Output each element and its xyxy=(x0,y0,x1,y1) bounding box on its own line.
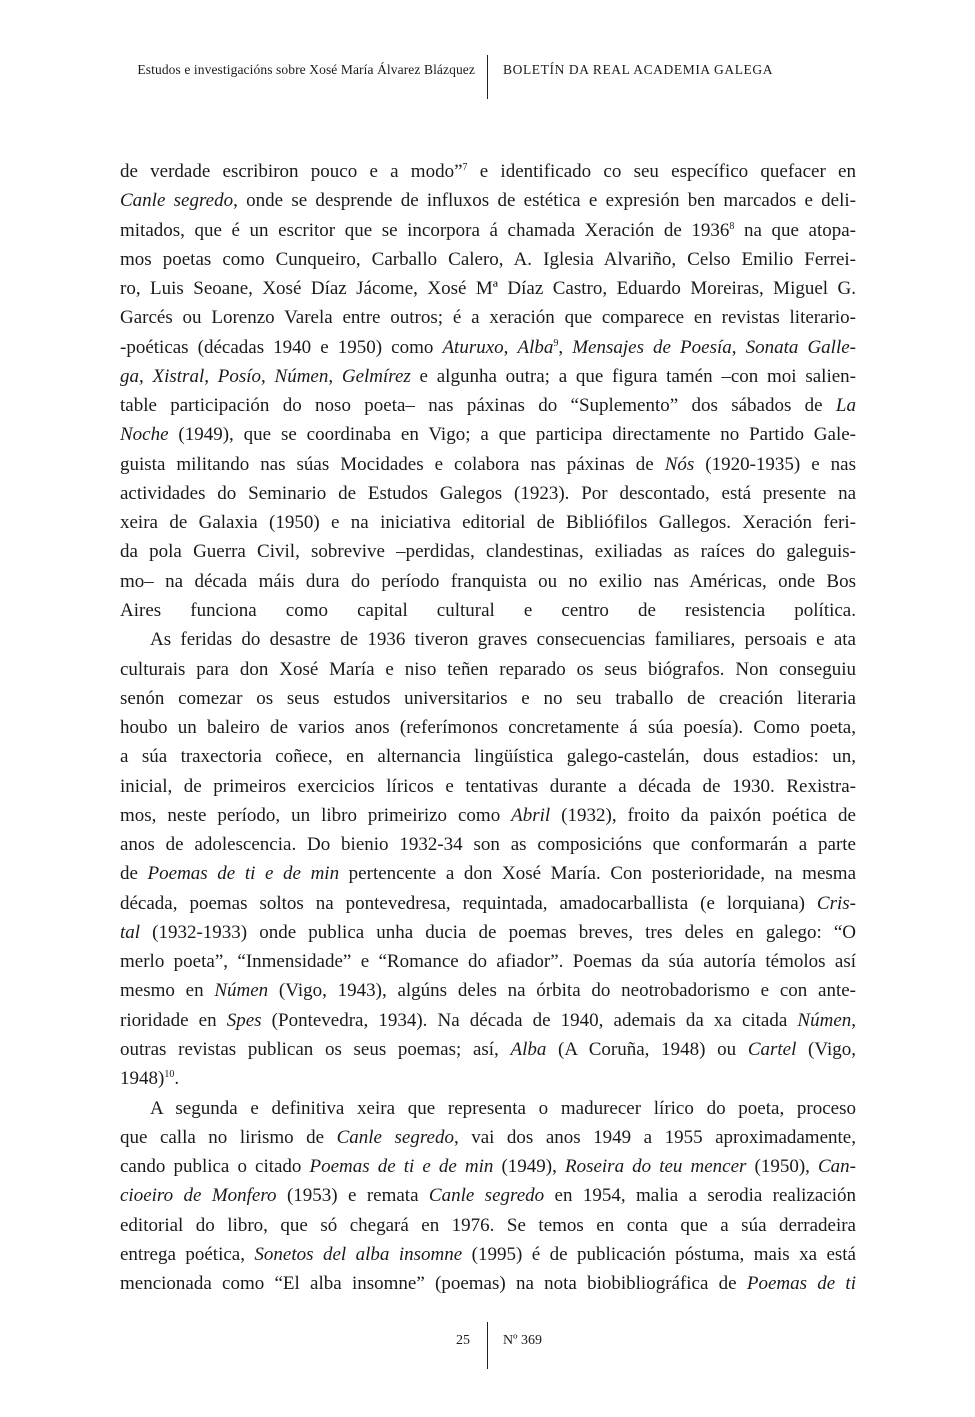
text-run: (1949), xyxy=(493,1156,565,1178)
footer-divider xyxy=(487,1322,488,1369)
text-line xyxy=(120,830,856,859)
italic-title: Nós xyxy=(664,453,695,475)
footnote-ref: 7 xyxy=(462,162,468,173)
text-run: (1953) e remata xyxy=(276,1185,429,1207)
text-run: A segunda e definitiva xeira que representa o madurecer lírico do poeta, proceso xyxy=(150,1097,856,1119)
text-run: outras revistas publican os seus poemas; así, xyxy=(120,1038,511,1060)
text-line xyxy=(120,1064,856,1093)
text-line xyxy=(120,450,856,479)
italic-title: Roseira do teu mencer xyxy=(564,1156,747,1178)
text-line xyxy=(120,537,856,566)
text-line xyxy=(120,889,856,918)
text-run: mesmo en xyxy=(120,980,215,1002)
text-run: As feridas do desastre de 1936 tiveron graves consecuencias familiares, persoais e ata xyxy=(150,629,856,651)
text-run: anos de adolescencia. Do bienio 1932-34 son as composicións que conformarán a parte xyxy=(120,834,856,856)
text-line xyxy=(120,801,856,830)
text-run: culturais para don Xosé María e niso teñen reparado os seus biógrafos. Non conseguiu xyxy=(120,658,856,680)
text-run: (1949), que se coordinaba en Vigo; a que participa directamente no Partido Gale- xyxy=(168,424,856,446)
text-line xyxy=(120,1006,856,1035)
header-divider xyxy=(487,55,488,99)
text-line xyxy=(120,274,856,303)
text-line xyxy=(120,742,856,771)
text-run: (1920-1935) e nas xyxy=(694,453,856,475)
text-run: na que atopa- xyxy=(734,219,856,241)
text-line xyxy=(120,508,856,537)
text-run: houbo un baleiro de varios anos (referímonos concretamente á súa poesía). Como poeta, xyxy=(120,717,856,739)
italic-title: tal xyxy=(120,921,141,943)
text-line xyxy=(120,1269,856,1298)
italic-title: Mensajes de Poesía xyxy=(572,336,732,358)
text-run: , vai dos anos 1949 a 1955 aproximadamente, xyxy=(453,1126,856,1148)
text-run: en 1954, malia a serodia realización xyxy=(544,1185,856,1207)
text-run: guista militando nas súas Mocidades e colabora nas páxinas de xyxy=(120,453,665,475)
italic-title: Númen xyxy=(797,1009,852,1031)
text-line xyxy=(120,420,856,449)
text-run: actividades do Seminario de Estudos Galegos (1923). Por descontado, está presente na xyxy=(120,482,856,504)
paragraph xyxy=(120,1094,856,1299)
italic-title: Númen xyxy=(214,980,269,1002)
text-run: de xyxy=(120,863,148,885)
italic-title: cioeiro de Monfero xyxy=(120,1185,277,1207)
text-line xyxy=(120,596,856,625)
text-line xyxy=(120,186,856,215)
text-line xyxy=(120,362,856,391)
text-run: a súa traxectoria coñece, en alternancia lingüística galego-castelán, dous estadios: un, xyxy=(120,746,856,768)
issue-number: Nº 369 xyxy=(503,1333,542,1348)
text-run: (A Coruña, 1948) ou xyxy=(546,1038,748,1060)
text-run: (Vigo, xyxy=(796,1038,856,1060)
text-run: e identificado co seu específico quefacer en xyxy=(467,161,856,182)
italic-title: Xistral xyxy=(152,365,205,387)
italic-title: Abril xyxy=(511,804,551,826)
italic-title: Posío xyxy=(217,365,262,387)
text-run: table participación do noso poeta– nas páxinas do “Suplemento” dos sábados de xyxy=(120,395,836,417)
text-run: mo– na década máis dura do período franquista ou no exilio nas Américas, onde Bos xyxy=(120,570,856,592)
text-run: ro, Luis Seoane, Xosé Díaz Jácome, Xosé Mª Díaz Castro, Eduardo Moreiras, Miguel G. xyxy=(120,278,856,300)
italic-title: La xyxy=(835,395,856,417)
text-line xyxy=(120,216,856,245)
italic-title: Poemas de ti e de min xyxy=(147,863,340,885)
italic-title: Númen xyxy=(274,365,329,387)
text-line xyxy=(120,859,856,888)
text-line xyxy=(120,1035,856,1064)
text-run: , xyxy=(503,336,518,358)
text-run: inicial, de primeiros exercicios líricos e tentativas durante a década de 1930. Rexistra- xyxy=(120,775,856,797)
italic-title: Can- xyxy=(818,1156,856,1178)
text-run: senón comezar os seus estudos universitarios e no seu traballo de creación literaria xyxy=(120,687,856,709)
text-run: (1932-1933) onde publica unha ducia de poemas breves, tres deles en galego: “O xyxy=(140,921,856,943)
text-run: mencionada como “El alba insomne” (poemas) na nota biobibliográfica de xyxy=(120,1273,747,1295)
text-run: merlo poeta”, “Inmensidade” e “Romance do afiador”. Poemas da súa autoría témolos así xyxy=(120,951,856,973)
paragraph xyxy=(120,157,856,625)
text-run: cando publica o citado xyxy=(120,1156,310,1178)
text-line xyxy=(120,303,856,332)
text-run: de verdade escribiron pouco e a modo” xyxy=(120,161,463,182)
text-run: , xyxy=(261,365,275,387)
text-line xyxy=(120,391,856,420)
text-run: mitados, que é un escritor que se incorpora á chamada Xeración de 1936 xyxy=(120,219,730,241)
text-line xyxy=(120,1123,856,1152)
text-run: pertencente a don Xosé María. Con posterioridade, na mesma xyxy=(339,863,857,885)
footnote-ref: 8 xyxy=(729,220,735,232)
text-line xyxy=(120,684,856,713)
text-run: e algunha outra; a que figura tamén –con moi salien- xyxy=(410,365,856,387)
text-line xyxy=(120,772,856,801)
text-run: rioridade en xyxy=(120,1009,227,1031)
text-run: , xyxy=(139,365,153,387)
italic-title: Sonetos del alba insomne xyxy=(254,1243,463,1265)
text-run: (Vigo, 1943), algúns deles na órbita do neotrobadorismo e con ante- xyxy=(268,980,856,1002)
text-line xyxy=(120,245,856,274)
text-run: , onde se desprende de influxos de estética e expresión ben marcados e deli- xyxy=(233,190,856,212)
text-line xyxy=(120,1094,856,1123)
text-line xyxy=(120,333,856,362)
text-run: que calla no lirismo de xyxy=(120,1126,337,1148)
text-run: -poéticas (décadas 1940 e 1950) como xyxy=(120,336,443,358)
page-number: 25 xyxy=(456,1333,470,1348)
text-run: (1995) é de publicación póstuma, mais xa está xyxy=(462,1243,856,1265)
italic-title: Aturuxo xyxy=(442,336,504,358)
text-run: 1948) xyxy=(120,1068,165,1090)
running-header-title: Estudos e investigacións sobre Xosé María Álvarez Blázquez xyxy=(137,62,475,77)
text-run: mos, neste período, un libro primeirizo como xyxy=(120,804,512,826)
text-run: . xyxy=(174,1068,180,1090)
italic-title: Canle segredo xyxy=(120,190,234,212)
footnote-ref: 9 xyxy=(553,337,559,349)
text-run: , xyxy=(558,336,573,358)
text-run: xeira de Galaxia (1950) e na iniciativa editorial de Bibliófilos Gallegos. Xeración feri- xyxy=(120,512,856,534)
text-line xyxy=(120,976,856,1005)
text-run: (1950), xyxy=(746,1156,818,1178)
text-run: Garcés ou Lorenzo Varela entre outros; é a xeración que comparece en revistas literario- xyxy=(120,307,856,329)
paragraph xyxy=(120,625,856,1093)
italic-title: Spes xyxy=(226,1009,262,1031)
italic-title: Cris- xyxy=(816,892,856,914)
footnote-ref: 10 xyxy=(164,1069,175,1081)
text-line xyxy=(120,713,856,742)
text-run: (1932), froito da paixón poética de xyxy=(550,804,856,826)
italic-title: Canle segredo xyxy=(336,1126,454,1148)
text-line xyxy=(120,918,856,947)
text-run: entrega poética, xyxy=(120,1243,255,1265)
text-run: , xyxy=(731,336,746,358)
text-run: , xyxy=(204,365,218,387)
italic-title: Gelmírez xyxy=(341,365,411,387)
text-run: Aires funciona como capital cultural e centro de resistencia política. xyxy=(120,599,856,621)
text-line xyxy=(120,479,856,508)
body-text xyxy=(120,157,856,1298)
text-line xyxy=(120,1152,856,1181)
italic-title: ga xyxy=(120,365,139,387)
text-line xyxy=(120,655,856,684)
italic-title: Sonata Galle- xyxy=(745,336,857,358)
text-run: (Pontevedra, 1934). Na década de 1940, ademais da xa citada xyxy=(261,1009,798,1031)
text-run: década, poemas soltos na pontevedresa, requintada, amadocarballista (e lorquiana) xyxy=(120,892,817,914)
text-line xyxy=(120,1211,856,1240)
italic-title: Poemas de ti xyxy=(746,1273,856,1295)
italic-title: Cartel xyxy=(747,1038,797,1060)
text-run: , xyxy=(328,365,342,387)
text-line xyxy=(120,947,856,976)
text-line xyxy=(120,157,856,186)
text-run: mos poetas como Cunqueiro, Carballo Calero, A. Iglesia Alvariño, Celso Emilio Ferrei- xyxy=(120,248,856,270)
italic-title: Canle segredo xyxy=(428,1185,545,1207)
text-line xyxy=(120,1181,856,1210)
italic-title: Alba xyxy=(510,1038,547,1060)
italic-title: Alba xyxy=(517,336,554,358)
italic-title: Noche xyxy=(120,424,169,446)
text-run: editorial do libro, que só chegará en 1976. Se temos en conta que a súa derradeira xyxy=(120,1214,856,1236)
text-line xyxy=(120,625,856,654)
text-line xyxy=(120,567,856,596)
text-line xyxy=(120,1240,856,1269)
running-header-journal: BOLETÍN DA REAL ACADEMIA GALEGA xyxy=(503,62,774,77)
italic-title: Poemas de ti e de min xyxy=(309,1156,494,1178)
text-run: da pola Guerra Civil, sobrevive –perdidas, clandestinas, exiliadas as raíces do galeguis- xyxy=(120,541,856,563)
text-run: , xyxy=(851,1009,856,1031)
